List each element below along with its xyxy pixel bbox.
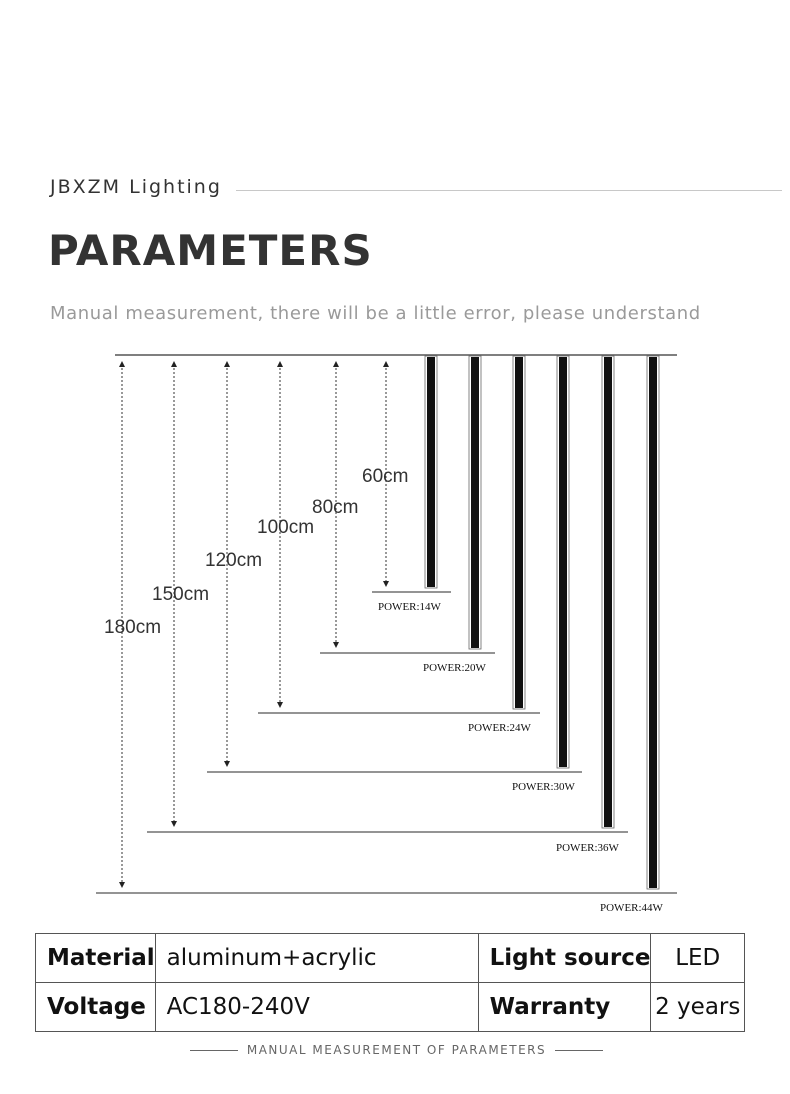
length-label: 180cm — [104, 617, 162, 638]
power-label: POWER:30W — [512, 781, 575, 793]
material-label: Material — [36, 934, 156, 983]
power-label: POWER:44W — [600, 902, 663, 914]
power-label: POWER:24W — [468, 722, 531, 734]
footer-divider-left — [190, 1050, 238, 1051]
footer — [0, 1043, 790, 1059]
light-tube — [649, 357, 657, 888]
length-label: 150cm — [152, 584, 210, 605]
table-row — [36, 934, 745, 983]
length-label: 80cm — [312, 497, 359, 518]
voltage-label: Voltage — [36, 983, 156, 1032]
power-label: POWER:36W — [556, 842, 619, 854]
size-diagram — [0, 340, 790, 920]
page-title: PARAMETERS — [48, 226, 373, 275]
length-label: 60cm — [362, 466, 409, 487]
specs-table — [35, 933, 745, 1032]
power-label: POWER:20W — [423, 662, 486, 674]
light-tube — [471, 357, 479, 648]
table-row — [36, 983, 745, 1032]
footer-divider-right — [555, 1050, 603, 1051]
length-label: 100cm — [257, 517, 315, 538]
light-tube — [515, 357, 523, 708]
footer-caption: MANUAL MEASUREMENT OF PARAMETERS — [246, 1043, 547, 1057]
light-source-label: Light source — [478, 934, 651, 983]
material-value: aluminum+acrylic — [155, 934, 478, 983]
voltage-value: AC180-240V — [155, 983, 478, 1032]
warranty-value: 2 years — [651, 983, 745, 1032]
page-subtitle: Manual measurement, there will be a little error, please understand — [50, 303, 701, 324]
brand-divider — [236, 190, 782, 191]
warranty-label: Warranty — [478, 983, 651, 1032]
light-source-value: LED — [651, 934, 745, 983]
power-label: POWER:14W — [378, 601, 441, 613]
light-tube — [604, 357, 612, 827]
light-tube — [427, 357, 435, 587]
brand-name: JBXZM Lighting — [50, 176, 222, 198]
length-label: 120cm — [205, 550, 263, 571]
light-tube — [559, 357, 567, 767]
